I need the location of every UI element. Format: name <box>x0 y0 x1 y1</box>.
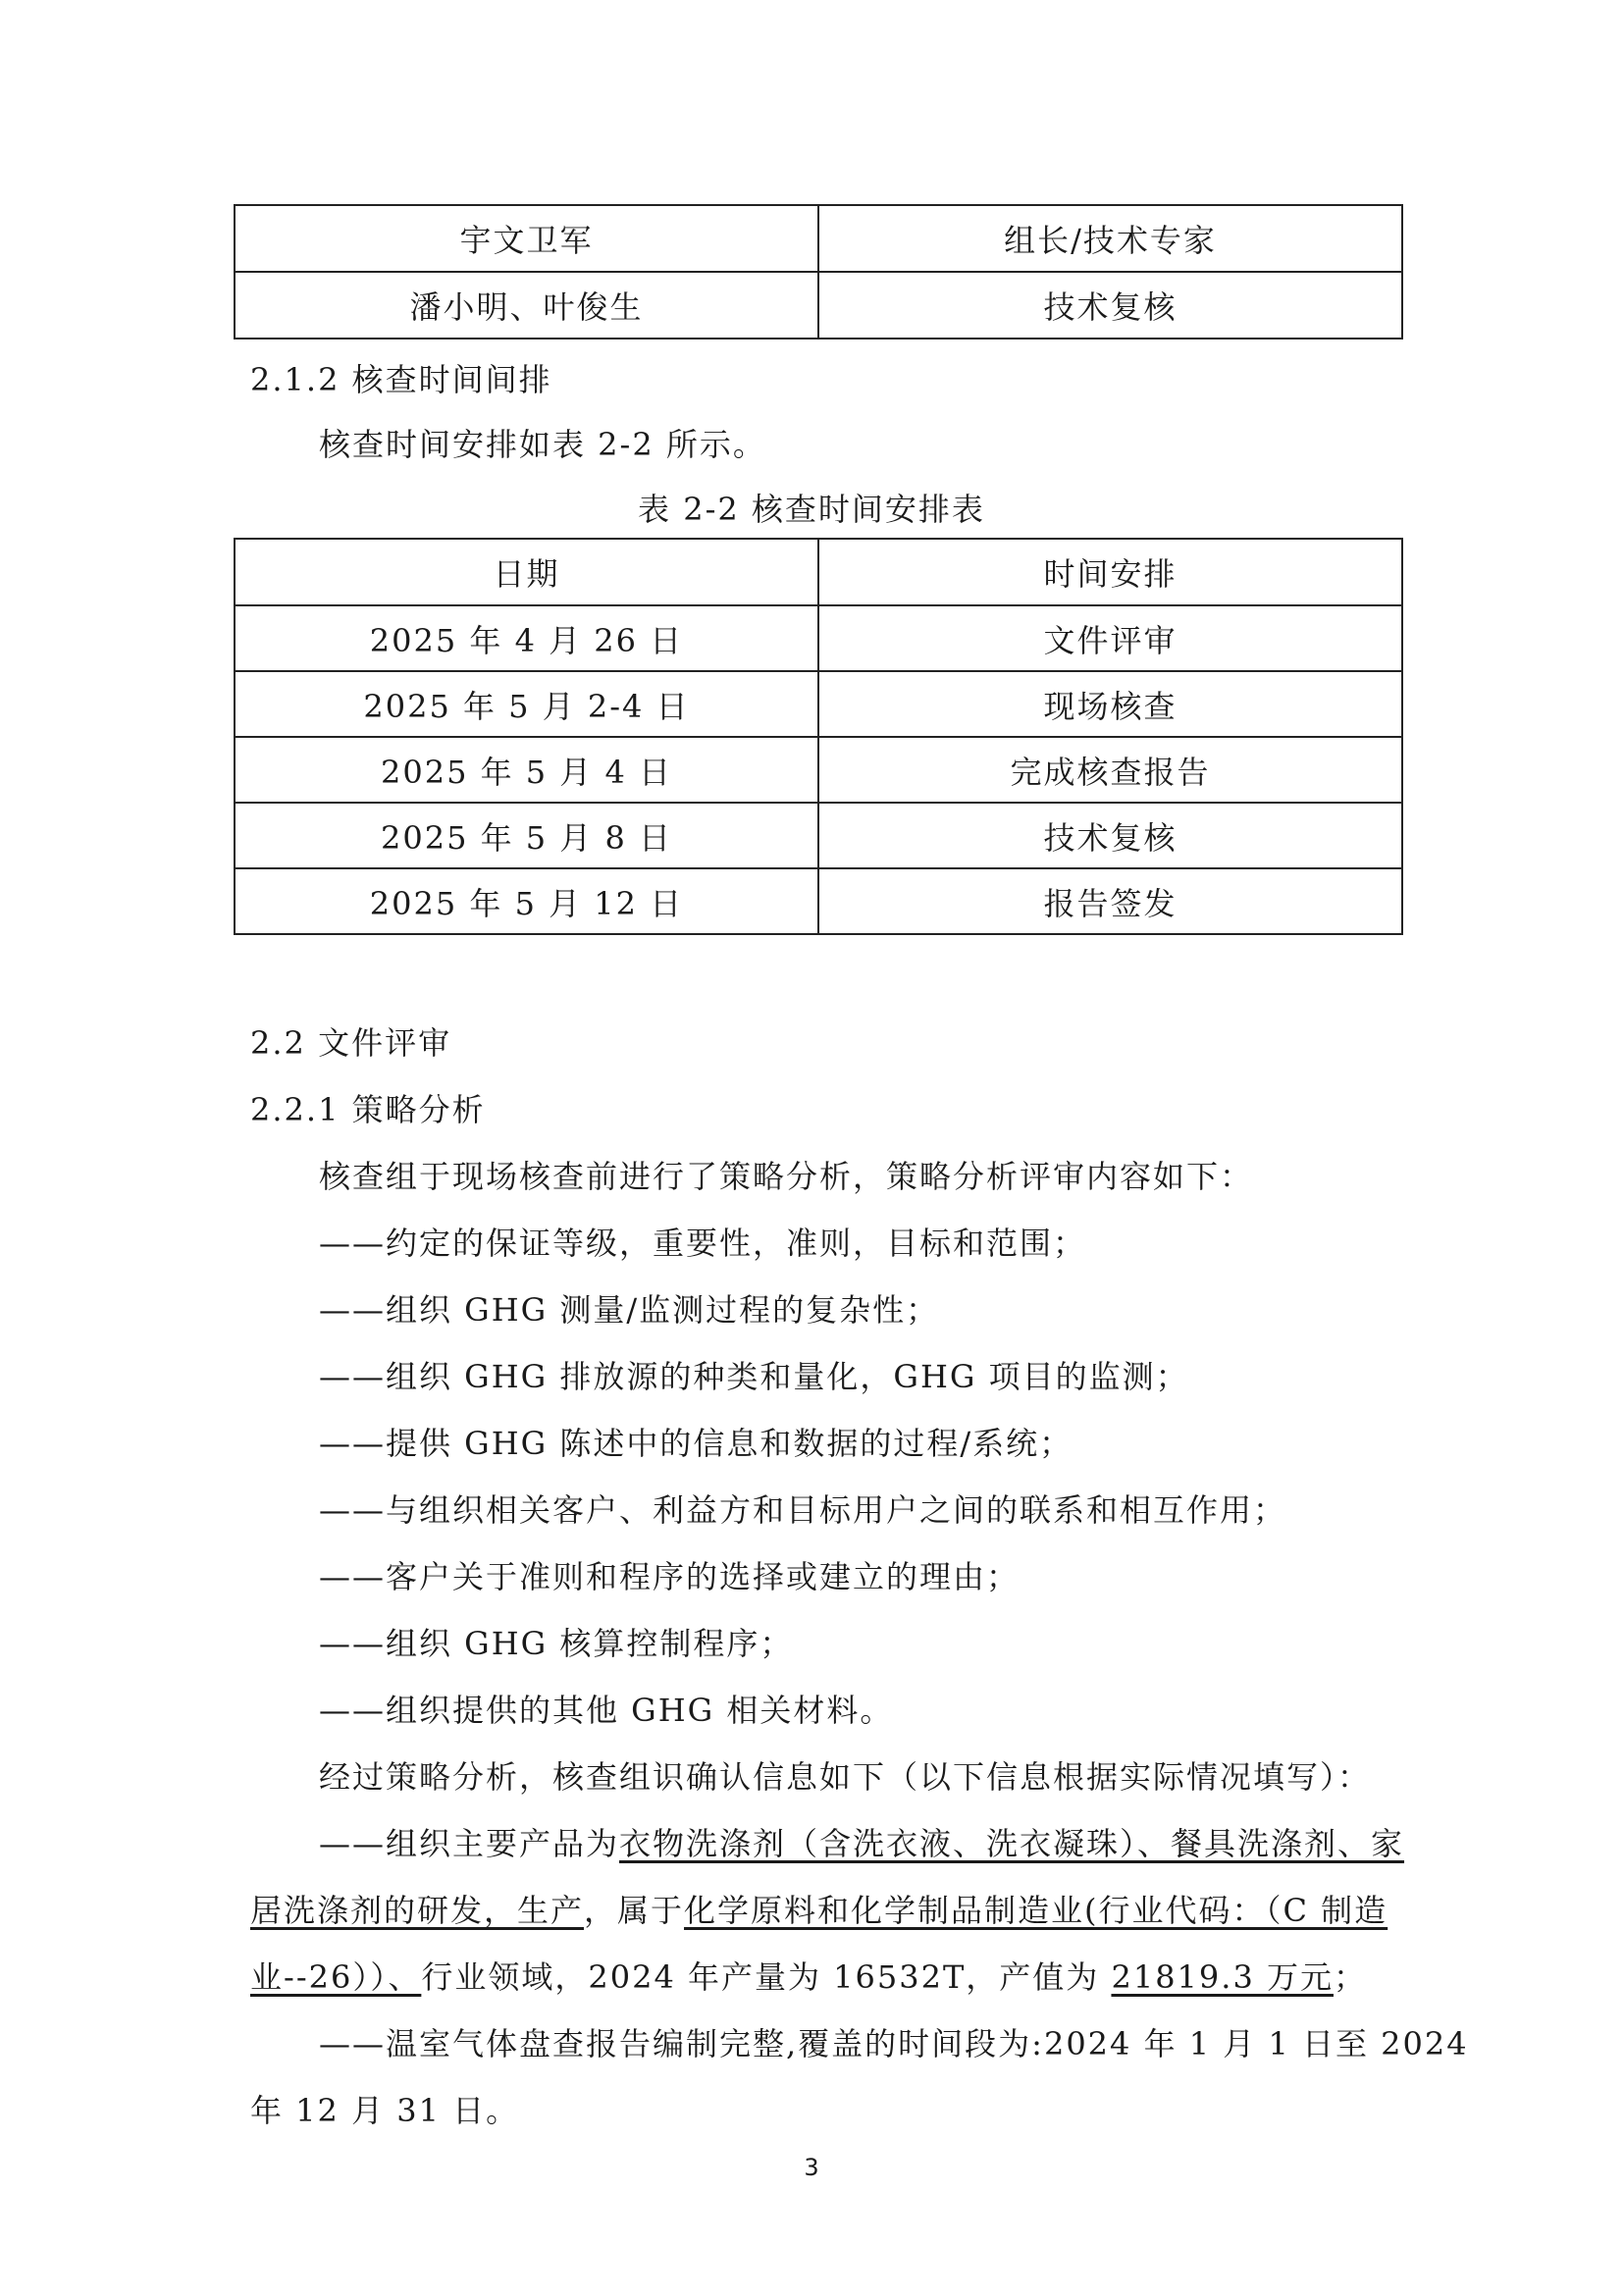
team-name-cell: 潘小明、叶俊生 <box>235 272 818 339</box>
task-cell: 现场核查 <box>818 671 1402 737</box>
table-row <box>235 803 1402 868</box>
team-role-cell: 技术复核 <box>818 272 1402 339</box>
product-line-1 <box>319 1819 1404 1864</box>
underlined-text: 居洗涤剂的研发，生产 <box>250 1892 585 1929</box>
header-task-cell: 时间安排 <box>818 539 1402 605</box>
text: ； <box>1333 1958 1367 1996</box>
underlined-value: 21819.3 万元 <box>1111 1958 1334 1996</box>
subsection-heading: 2.2.1 策略分析 <box>250 1091 486 1128</box>
text: ——组织主要产品为 <box>319 1825 620 1862</box>
underlined-text: 化学原料和化学制品制造业(行业代码：（C 制造 <box>684 1892 1388 1929</box>
report-line-1: ——温室气体盘查报告编制完整,覆盖的时间段为:2024 年 1 月 1 日至 2024 <box>319 2025 1469 2062</box>
section-heading: 2.1.2 核查时间间排 <box>250 361 552 398</box>
paragraph: 核查时间安排如表 2-2 所示。 <box>319 426 766 463</box>
header-date-cell: 日期 <box>235 539 818 605</box>
table-row <box>235 868 1402 934</box>
schedule-table <box>234 538 1403 935</box>
task-cell: 技术复核 <box>818 803 1402 868</box>
table-row <box>235 272 1402 339</box>
report-line-2: 年 12 月 31 日。 <box>250 2092 520 2129</box>
table-row <box>235 205 1402 272</box>
underlined-text: 业--26））、 <box>250 1958 422 1996</box>
paragraph: 核查组于现场核查前进行了策略分析，策略分析评审内容如下： <box>319 1158 1254 1195</box>
table-header-row <box>235 539 1402 605</box>
product-line-3 <box>250 1953 1367 1998</box>
table-caption: 表 2-2 核查时间安排表 <box>638 491 985 528</box>
list-item: ——组织提供的其他 GHG 相关材料。 <box>319 1692 894 1729</box>
team-role-cell: 组长/技术专家 <box>818 205 1402 272</box>
task-cell: 文件评审 <box>818 605 1402 671</box>
table-row <box>235 605 1402 671</box>
list-item: ——提供 GHG 陈述中的信息和数据的过程/系统； <box>319 1425 1073 1462</box>
date-cell: 2025 年 5 月 2-4 日 <box>235 671 818 737</box>
list-item: ——组织 GHG 测量/监测过程的复杂性； <box>319 1291 940 1329</box>
section-heading: 2.2 文件评审 <box>250 1024 452 1062</box>
table-row <box>235 671 1402 737</box>
table-row <box>235 737 1402 803</box>
date-cell: 2025 年 5 月 12 日 <box>235 868 818 934</box>
list-item: ——组织 GHG 排放源的种类和量化，GHG 项目的监测； <box>319 1358 1189 1395</box>
list-item: ——客户关于准则和程序的选择或建立的理由； <box>319 1558 1021 1595</box>
text: ，属于 <box>584 1892 685 1929</box>
date-cell: 2025 年 4 月 26 日 <box>235 605 818 671</box>
list-item: ——组织 GHG 核算控制程序； <box>319 1625 794 1662</box>
date-cell: 2025 年 5 月 8 日 <box>235 803 818 868</box>
text: 行业领域，2024 年产量为 16532T，产值为 <box>421 1958 1112 1996</box>
team-name-cell: 宇文卫军 <box>235 205 818 272</box>
list-item: ——约定的保证等级，重要性，准则，目标和范围； <box>319 1225 1087 1262</box>
product-line-2 <box>250 1886 1387 1931</box>
team-table <box>234 204 1403 339</box>
page-number: 3 <box>804 2154 819 2181</box>
task-cell: 完成核查报告 <box>818 737 1402 803</box>
task-cell: 报告签发 <box>818 868 1402 934</box>
date-cell: 2025 年 5 月 4 日 <box>235 737 818 803</box>
paragraph: 经过策略分析，核查组识确认信息如下（以下信息根据实际情况填写）： <box>319 1758 1372 1796</box>
underlined-text: 衣物洗涤剂（含洗衣液、洗衣凝珠）、餐具洗涤剂、家 <box>619 1825 1405 1862</box>
list-item: ——与组织相关客户、利益方和目标用户之间的联系和相互作用； <box>319 1491 1287 1529</box>
